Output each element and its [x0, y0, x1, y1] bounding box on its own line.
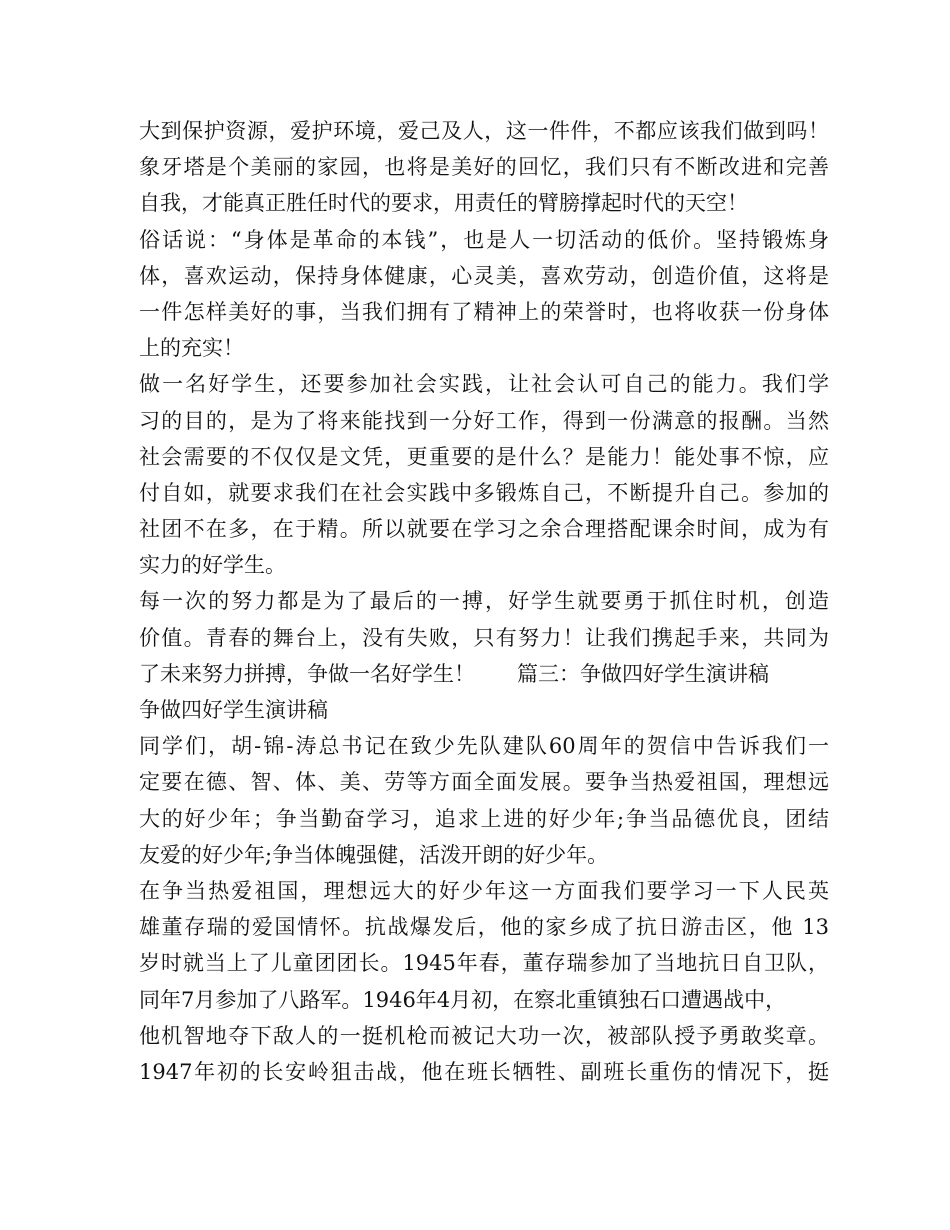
text-line: 付自如，就要求我们在社会实践中多锻炼自己，不断提升自己。参加的 — [139, 480, 829, 505]
text-line: 社会需要的不仅仅是文凭，更重要的是什么？是能力！能处事不惊，应 — [139, 444, 829, 469]
text-line: 友爱的好少年;争当体魄强健，活泼开朗的好少年。 — [139, 842, 609, 867]
text-line: 在争当热爱祖国，理想远大的好少年这一方面我们要学习一下人民英 — [139, 878, 829, 903]
text-line: 同年7月参加了八路军。1946年4月初，在察北重镇独石口遭遇战中， — [139, 987, 787, 1012]
text-line: 自我，才能真正胜任时代的要求，用责任的臂膀撑起时代的天空！ — [139, 191, 748, 216]
text-line: 社团不在多，在于精。所以就要在学习之余合理搭配课余时间，成为有 — [139, 517, 829, 542]
text-line: 定要在德、智、体、美、劳等方面全面发展。要争当热爱祖国，理想远 — [139, 770, 829, 795]
body-text — [139, 113, 829, 1090]
text-line: 俗话说：“身体是革命的本钱”，也是人一切活动的低价。坚持锻炼身 — [139, 227, 829, 252]
text-line: 一件怎样美好的事，当我们拥有了精神上的荣誉时，也将收获一份身体 — [139, 299, 829, 324]
text-line: 象牙塔是个美丽的家园，也将是美好的回忆，我们只有不断改进和完善 — [139, 155, 829, 180]
text-line: 大到保护资源，爱护环境，爱己及人，这一件件，不都应该我们做到吗！ — [139, 119, 829, 143]
section-heading: 争做四好学生演讲稿 — [139, 698, 328, 722]
text-line: 1947年初的长安岭狙击战，他在班长牺牲、副班长重伤的情况下，挺 — [139, 1059, 829, 1084]
text-line: 雄董存瑞的爱国情怀。抗战爆发后，他的家乡成了抗日游击区，他 13 — [139, 915, 829, 940]
text-line: 上的充实！ — [139, 336, 244, 361]
text-line: 了未来努力拼搏，争做一名好学生！ 篇三：争做四好学生演讲稿 — [139, 661, 769, 686]
text-line: 同学们，胡-锦-涛总书记在致少先队建队60周年的贺信中告诉我们一 — [139, 734, 829, 759]
text-line: 习的目的，是为了将来能找到一分好工作，得到一份满意的报酬。当然 — [139, 408, 829, 433]
text-line: 体，喜欢运动，保持身体健康，心灵美，喜欢劳动，创造价值，这将是 — [139, 263, 829, 288]
text-line: 岁时就当上了儿童团团长。1945年春，董存瑞参加了当地抗日自卫队， — [139, 951, 829, 976]
text-line: 实力的好学生。 — [139, 553, 286, 578]
text-line: 价值。青春的舞台上，没有失败，只有努力！让我们携起手来，共同为 — [139, 625, 829, 650]
text-line: 他机智地夺下敌人的一挺机枪而被记大功一次，被部队授予勇敢奖章。 — [139, 1023, 829, 1048]
text-line: 大的好少年；争当勤奋学习，追求上进的好少年;争当品德优良，团结 — [139, 806, 829, 831]
text-line: 做一名好学生，还要参加社会实践，让社会认可自己的能力。我们学 — [139, 372, 829, 397]
text-line: 每一次的努力都是为了最后的一搏，好学生就要勇于抓住时机，创造 — [139, 589, 829, 614]
